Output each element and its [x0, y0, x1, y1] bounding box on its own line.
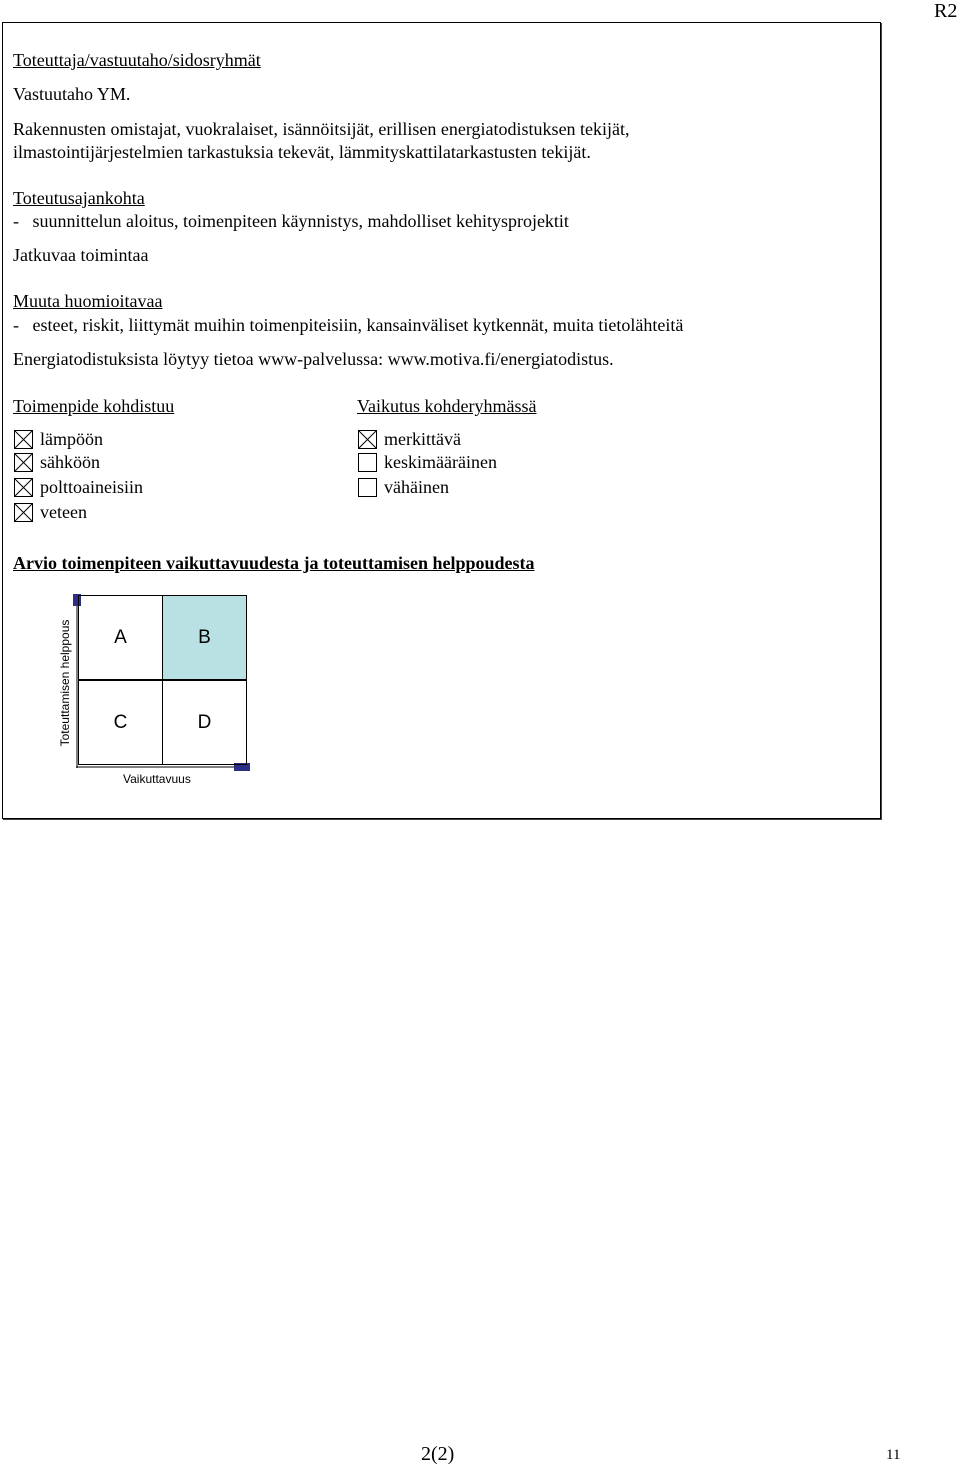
timing-hint: - suunnittelun aloitus, toimenpiteen käynnistys, mahdolliset kehitysprojektit — [13, 211, 569, 231]
cell-c-label: C — [113, 711, 128, 733]
matrix-cell-d — [162, 680, 247, 765]
checkbox-label: polttoaineisiin — [40, 477, 143, 497]
checkbox-label: veteen — [40, 502, 87, 522]
y-axis-label: Toteuttamisen helppous — [58, 619, 72, 747]
checkbox-label: keskimääräinen — [384, 452, 497, 472]
checkbox-sahkoon[interactable] — [14, 453, 33, 472]
responsible-heading: Toteuttaja/vastuutaho/sidosryhmät — [13, 50, 261, 70]
checkbox-polttoaineisiin[interactable] — [14, 478, 33, 497]
stakeholders-line-1: Rakennusten omistajat, vuokralaiset, isännöitsijät, erillisen energiatodistuksen tekijät, — [13, 119, 630, 139]
matrix-cell-a — [78, 595, 163, 680]
targets-heading: Toimenpide kohdistuu — [13, 396, 175, 416]
responsible-party: Vastuutaho YM. — [13, 84, 131, 104]
checkbox-label: lämpöön — [40, 429, 103, 449]
checkbox-vahainen[interactable] — [358, 478, 377, 497]
impact-heading: Vaikutus kohderyhmässä — [357, 396, 537, 416]
checkbox-lampoon[interactable] — [14, 430, 33, 449]
notes-hint: - esteet, riskit, liittymät muihin toimenpiteisiin, kansainväliset kytkennät, muita tietolähteitä — [13, 315, 684, 335]
stakeholders-line-2: ilmastointijärjestelmien tarkastuksia tekevät, lämmityskattilatarkastusten tekijät. — [13, 142, 591, 162]
checkbox-veteen[interactable] — [14, 503, 33, 522]
matrix-cell-c — [78, 680, 163, 765]
notes-heading: Muuta huomioitavaa — [13, 291, 163, 311]
notes-value: Energiatodistuksista löytyy tietoa www-palvelussa: www.motiva.fi/energiatodistus. — [13, 349, 614, 369]
x-axis-label: Vaikuttavuus — [123, 772, 191, 786]
checkbox-label: sähköön — [40, 452, 100, 472]
checkbox-keskimaarainen[interactable] — [358, 453, 377, 472]
page-number: 11 — [886, 1447, 901, 1463]
matrix-cell-b — [162, 595, 247, 680]
cell-b-label: B — [198, 626, 211, 648]
checkbox-merkittava[interactable] — [358, 430, 377, 449]
corner-label: R2 — [934, 0, 958, 22]
checkbox-label: merkittävä — [384, 429, 461, 449]
checkbox-label: vähäinen — [384, 477, 449, 497]
assessment-heading: Arvio toimenpiteen vaikuttavuudesta ja toteuttamisen helppoudesta — [13, 553, 535, 573]
cell-a-label: A — [114, 626, 127, 648]
cell-d-label: D — [197, 711, 212, 733]
page-indicator: 2(2) — [421, 1443, 455, 1465]
timing-value: Jatkuvaa toimintaa — [13, 245, 149, 265]
timing-heading: Toteutusajankohta — [13, 188, 145, 208]
